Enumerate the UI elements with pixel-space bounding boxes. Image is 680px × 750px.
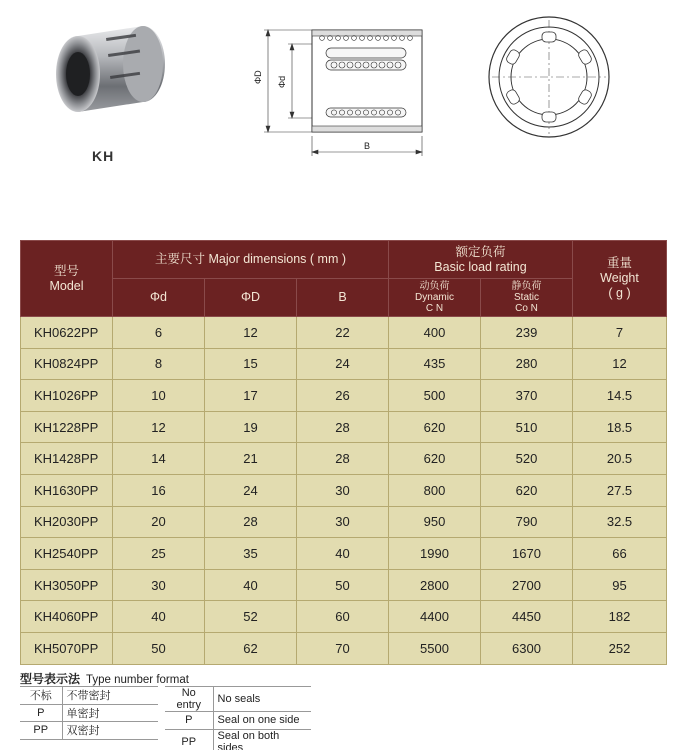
cell-d: 50 [113,632,205,664]
cell-static: 239 [481,317,573,349]
photo-caption: KH [92,148,115,164]
type-desc: No seals [213,687,311,712]
type-desc: 双密封 [62,722,158,740]
header-model [21,241,113,317]
type-code: P [165,712,213,730]
cell-D: 15 [205,348,297,380]
cell-d: 25 [113,538,205,570]
type-number-row [165,729,311,750]
cell-weight: 14.5 [573,380,667,412]
cell-static: 620 [481,474,573,506]
type-code: PP [20,722,62,740]
cell-D: 52 [205,601,297,633]
cell-static: 510 [481,411,573,443]
cell-model: KH1026PP [21,380,113,412]
header-load-cn: 额定负荷 [455,244,506,259]
type-number-title-cn: 型号表示法 [20,672,81,686]
cell-B: 60 [297,601,389,633]
header-col-B [297,279,389,317]
side-section-drawing [246,18,436,158]
cell-dynamic: 400 [389,317,481,349]
type-number-row [20,704,158,722]
type-code: No entry [165,687,213,712]
cell-weight: 252 [573,632,667,664]
cell-B: 28 [297,411,389,443]
cell-dynamic: 2800 [389,569,481,601]
cell-weight: 18.5 [573,411,667,443]
cell-weight: 66 [573,538,667,570]
header-col-D [205,279,297,317]
cell-D: 40 [205,569,297,601]
header-col-B-text: B [338,290,347,304]
cell-weight: 32.5 [573,506,667,538]
header-static [481,279,573,317]
header-static-symbol: Co N [515,303,538,314]
cell-model: KH1428PP [21,443,113,475]
table-row [21,317,667,349]
header-model-cn: 型号 [53,263,79,278]
cell-D: 12 [205,317,297,349]
type-number-table-en [165,686,311,750]
header-col-d-text: Φd [150,290,167,304]
cell-B: 30 [297,474,389,506]
cell-static: 370 [481,380,573,412]
cell-D: 28 [205,506,297,538]
cell-d: 14 [113,443,205,475]
dim-B-label: B [364,141,371,151]
cell-B: 26 [297,380,389,412]
type-number-row [20,722,158,740]
cell-d: 10 [113,380,205,412]
cell-weight: 20.5 [573,443,667,475]
cell-B: 28 [297,443,389,475]
table-row [21,380,667,412]
type-number-row [165,712,311,730]
type-desc: 单密封 [62,704,158,722]
header-static-en: Static [514,292,540,303]
header-weight-cn: 重量 [607,256,633,270]
table-row [21,411,667,443]
type-number-row [20,687,158,705]
type-desc: 不带密封 [62,687,158,705]
header-model-en: Model [49,278,84,293]
cell-B: 24 [297,348,389,380]
cell-B: 70 [297,632,389,664]
header-dynamic-symbol: C N [425,303,444,314]
cell-static: 1670 [481,538,573,570]
header-col-D-text: ΦD [240,290,260,304]
cell-model: KH2030PP [21,506,113,538]
cell-static: 280 [481,348,573,380]
cell-B: 22 [297,317,389,349]
dim-D-label: ΦD [253,70,263,84]
cell-D: 35 [205,538,297,570]
cell-D: 62 [205,632,297,664]
cell-B: 30 [297,506,389,538]
cell-d: 16 [113,474,205,506]
type-desc: Seal on one side [213,712,311,730]
cell-static: 790 [481,506,573,538]
cell-D: 19 [205,411,297,443]
cell-weight: 12 [573,348,667,380]
table-row [21,601,667,633]
cell-dynamic: 1990 [389,538,481,570]
cell-static: 2700 [481,569,573,601]
cell-model: KH5070PP [21,632,113,664]
type-number-row [165,687,311,712]
type-code: PP [165,729,213,750]
header-major-dimensions [113,241,389,279]
cell-d: 12 [113,411,205,443]
type-desc: Seal on both sides [213,729,311,750]
header-weight [573,241,667,317]
type-code: P [20,704,62,722]
type-code: 不标 [20,687,62,705]
cell-d: 20 [113,506,205,538]
cell-model: KH2540PP [21,538,113,570]
dim-d-label: Φd [277,75,287,88]
cell-d: 30 [113,569,205,601]
header-weight-en: Weight [600,271,639,285]
table-row [21,443,667,475]
cell-dynamic: 500 [389,380,481,412]
cell-weight: 95 [573,569,667,601]
cell-static: 4450 [481,601,573,633]
table-row [21,632,667,664]
type-number-title-en: Type number format [86,674,189,686]
cell-D: 24 [205,474,297,506]
cell-d: 40 [113,601,205,633]
header-dynamic [389,279,481,317]
table-row [21,538,667,570]
cell-model: KH1228PP [21,411,113,443]
cell-weight: 182 [573,601,667,633]
cell-D: 21 [205,443,297,475]
cell-d: 8 [113,348,205,380]
type-number-title [20,670,189,687]
header-load-rating [389,241,573,279]
cell-D: 17 [205,380,297,412]
cell-dynamic: 4400 [389,601,481,633]
cell-model: KH3050PP [21,569,113,601]
header-static-cn: 静负荷 [511,281,542,292]
cell-static: 6300 [481,632,573,664]
figures-area [0,0,680,200]
header-dynamic-cn: 动负荷 [419,281,450,292]
header-major-dimensions-text: 主要尺寸 Major dimensions ( mm ) [155,252,346,266]
cell-model: KH0622PP [21,317,113,349]
type-number-table-cn [20,686,158,740]
cell-B: 50 [297,569,389,601]
cell-dynamic: 620 [389,411,481,443]
cell-dynamic: 950 [389,506,481,538]
header-col-d [113,279,205,317]
cell-B: 40 [297,538,389,570]
spec-table [20,240,667,665]
table-row [21,569,667,601]
cell-model: KH1630PP [21,474,113,506]
bearing-photo [48,14,168,124]
cell-weight: 27.5 [573,474,667,506]
table-row [21,506,667,538]
cell-dynamic: 5500 [389,632,481,664]
cell-dynamic: 800 [389,474,481,506]
header-weight-unit: ( g ) [608,286,631,300]
header-dynamic-en: Dynamic [415,292,454,303]
cell-model: KH0824PP [21,348,113,380]
cell-dynamic: 435 [389,348,481,380]
cell-weight: 7 [573,317,667,349]
header-load-en: Basic load rating [434,259,527,274]
end-view-drawing [484,12,614,142]
cell-dynamic: 620 [389,443,481,475]
table-row [21,348,667,380]
cell-model: KH4060PP [21,601,113,633]
cell-d: 6 [113,317,205,349]
cell-static: 520 [481,443,573,475]
table-row [21,474,667,506]
